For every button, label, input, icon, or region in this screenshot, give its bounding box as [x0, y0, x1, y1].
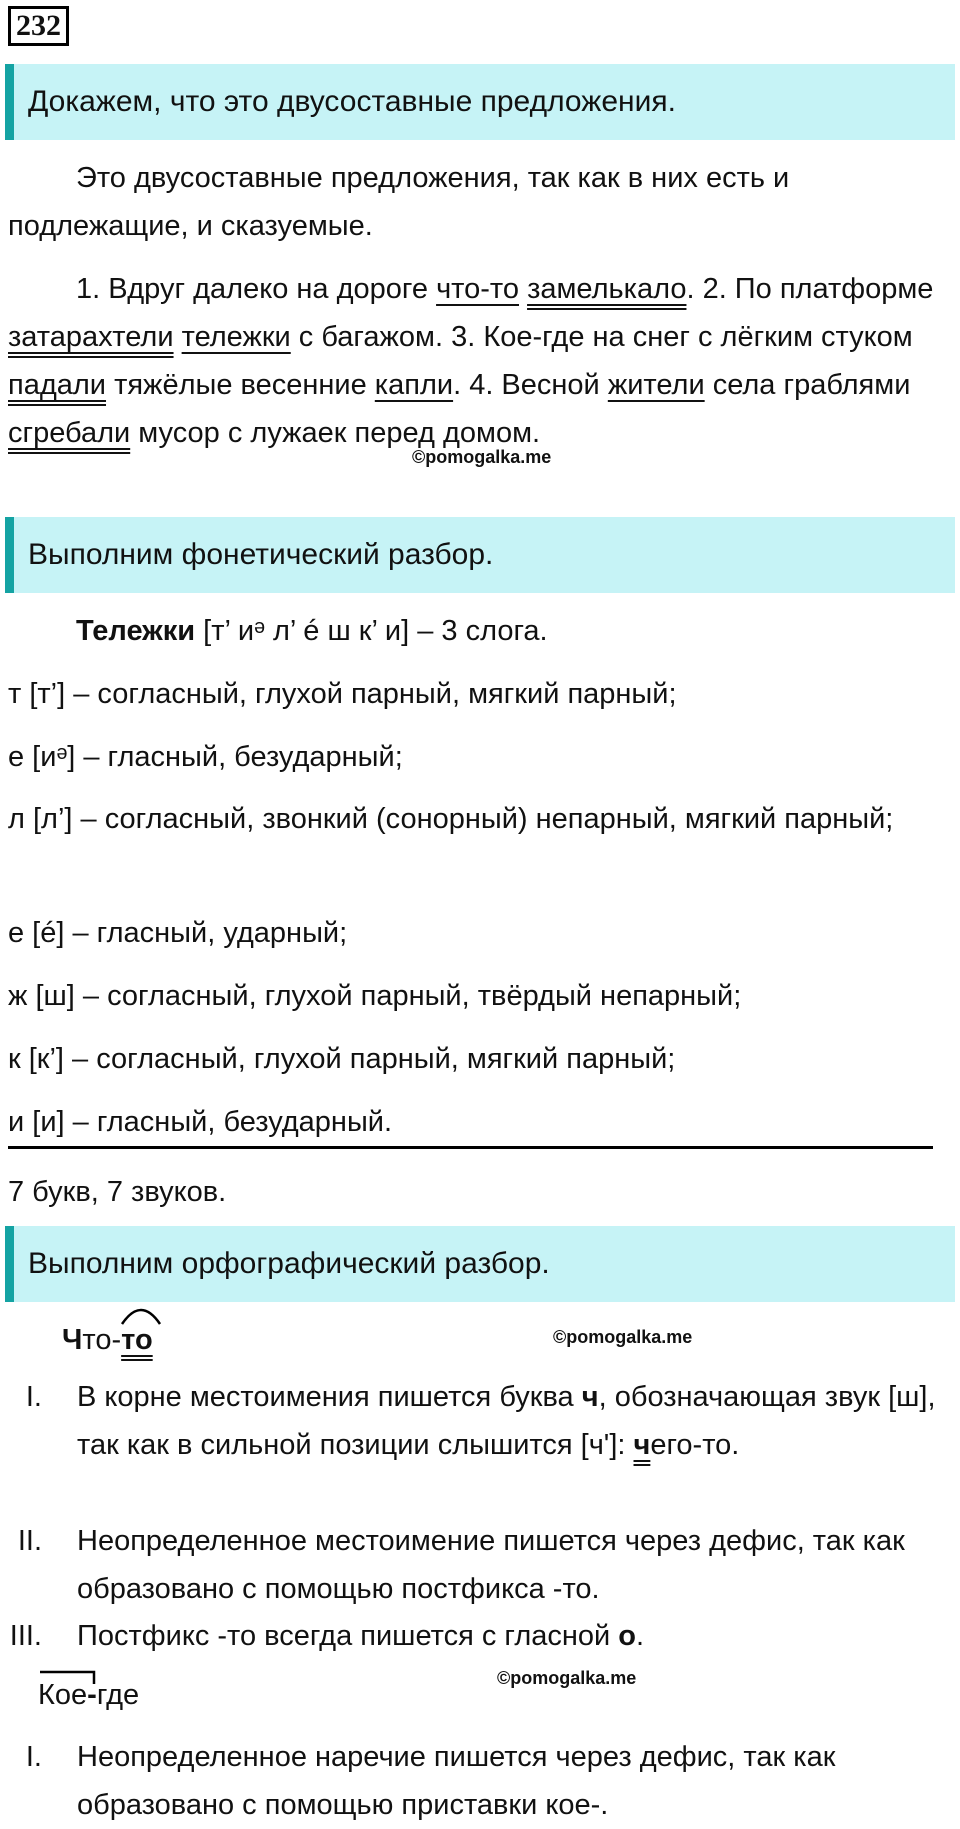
text: села граблями [704, 369, 911, 401]
root-letter: Ч [62, 1324, 83, 1356]
divider [8, 1146, 933, 1149]
word-part: то- [82, 1324, 122, 1356]
phonetic-line: т [т’] – согласный, глухой парный, мягкий парный; [8, 678, 677, 710]
text: Постфикс -то всегда пишется с гласной [77, 1620, 619, 1652]
phonetic-line: и [и] – гласный, безударный. [8, 1106, 393, 1138]
list-number: I. [25, 1741, 42, 1773]
subject: жители [607, 369, 705, 401]
subject: что-то [436, 273, 519, 305]
letter: о [618, 1620, 636, 1652]
letter: ч [633, 1429, 651, 1461]
text: . 2. По платформе [686, 273, 934, 305]
postfix-mark-icon [120, 1302, 162, 1326]
list-text: Неопределенное наречие пишется через дефис, так как образовано с помощью приставки кое-. [77, 1741, 836, 1821]
spelling-word-chto-to [62, 1320, 153, 1360]
text: тяжёлые весенние [106, 369, 375, 401]
list-text [77, 1612, 937, 1660]
predicate: сгребали [8, 417, 131, 449]
list-number: II. [17, 1525, 42, 1557]
text: его-то. [650, 1429, 740, 1461]
prefix: Кое [38, 1679, 88, 1711]
sentences-paragraph [8, 265, 943, 457]
text: . [636, 1620, 645, 1652]
text: с багажом. 3. Кое-где на снег с лёгким стуком [290, 321, 913, 353]
phonetic-line: к [к’] – согласный, глухой парный, мягкий парный; [8, 1043, 676, 1075]
predicate: падали [8, 369, 107, 401]
text: мусор с лужаек перед домом. [130, 417, 541, 449]
postfix: то [121, 1324, 153, 1356]
list-text [77, 1373, 937, 1469]
phonetic-line: л [л’] – согласный, звонкий (сонорный) непарный, мягкий парный; [8, 803, 894, 835]
phonetic-line: е [é] – гласный, ударный; [8, 917, 348, 949]
watermark: ©pomogalka.me [553, 1327, 693, 1347]
watermark: ©pomogalka.me [497, 1668, 637, 1688]
subject: тележки [181, 321, 291, 353]
section-header-phonetic: Выполним фонетический разбор. [5, 517, 955, 593]
phonetic-word: Тележки [76, 615, 196, 647]
space [174, 321, 182, 353]
watermark: ©pomogalka.me [412, 447, 552, 467]
list-number: III. [9, 1620, 42, 1652]
list-number: I. [25, 1381, 42, 1413]
text: 1. Вдруг далеко на дороге [76, 273, 437, 305]
text: . 4. Весной [453, 369, 608, 401]
text: В корне местоимения пишется буква [77, 1381, 582, 1413]
intro-paragraph: Это двусоставные предложения, так как в них есть и подлежащие, и сказуемые. [8, 162, 790, 242]
subject: капли [374, 369, 454, 401]
word-part: где [96, 1679, 140, 1711]
phonetic-line: е [иᵊ] – гласный, безударный; [8, 741, 403, 773]
predicate: затарахтели [8, 321, 174, 353]
letter: ч [581, 1381, 599, 1413]
prefix-mark-icon [38, 1670, 98, 1686]
task-number: 232 [8, 6, 69, 46]
predicate: замелькало [527, 273, 687, 305]
list-text: Неопределенное местоимение пишется через дефис, так как образовано с помощью постфикса -то. [77, 1525, 905, 1605]
phonetic-line: ж [ш] – согласный, глухой парный, твёрдый непарный; [8, 980, 742, 1012]
section-header-proof: Докажем, что это двусоставные предложения. [5, 64, 955, 140]
section-header-spelling: Выполним орфографический разбор. [5, 1226, 955, 1302]
text: , обозначающая звук [ш], так как в сильной позиции слышится [ч']: [77, 1381, 936, 1461]
space [519, 273, 527, 305]
phonetic-word-line [76, 607, 548, 655]
transcription: [т’ иᵊ л’ é ш к’ и] – 3 слога. [203, 615, 548, 647]
hyphen: - [87, 1679, 97, 1711]
phonetic-summary: 7 букв, 7 звуков. [8, 1176, 227, 1208]
